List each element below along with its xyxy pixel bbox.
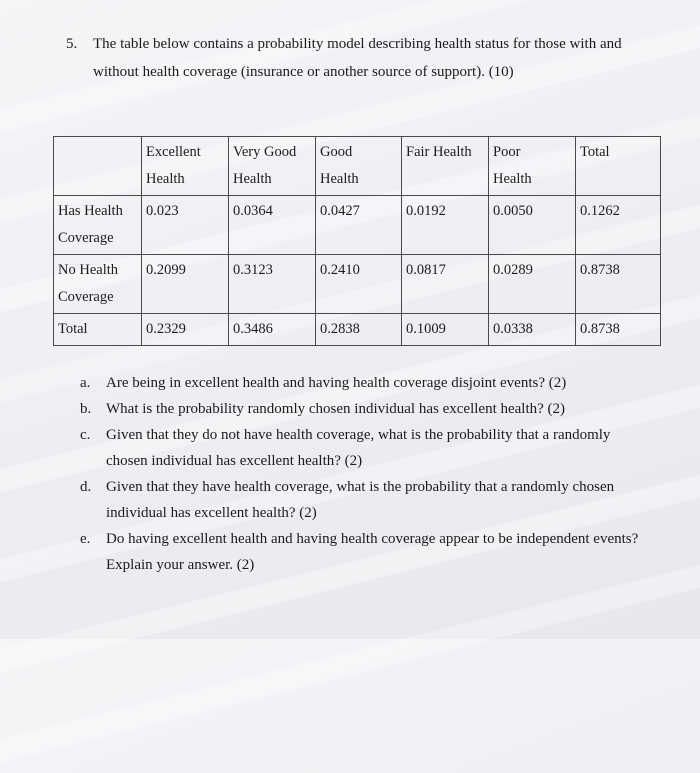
table-cell: 0.2329	[142, 314, 229, 346]
problem-line-2: without health coverage (insurance or another source of support). (10)	[93, 64, 514, 80]
table-cell: 0.2838	[316, 314, 402, 346]
question-c: c. Given that they do not have health coverage, what is the probability that a randomly chosen individual has excellent health? (2)	[80, 427, 611, 469]
header-cell: Fair Health	[402, 137, 489, 196]
question-list	[80, 370, 670, 578]
header-cell: Very Good Health	[229, 137, 316, 196]
table-row	[54, 314, 661, 346]
row-label: No Health Coverage	[54, 255, 142, 314]
problem-number: 5.	[66, 36, 78, 52]
table-cell: 0.2410	[316, 255, 402, 314]
header-cell: Total	[576, 137, 661, 196]
table-cell: 0.0427	[316, 196, 402, 255]
header-cell: Poor Health	[489, 137, 576, 196]
header-cell	[54, 137, 142, 196]
row-label: Total	[54, 314, 142, 346]
table-cell: 0.0338	[489, 314, 576, 346]
table-cell: 0.0817	[402, 255, 489, 314]
row-label: Has Health Coverage	[54, 196, 142, 255]
table-header-row	[54, 137, 661, 196]
header-cell: Excellent Health	[142, 137, 229, 196]
header-cell: Good Health	[316, 137, 402, 196]
table-cell: 0.0364	[229, 196, 316, 255]
table-cell: 0.1009	[402, 314, 489, 346]
table-cell: 0.3123	[229, 255, 316, 314]
table-cell: 0.023	[142, 196, 229, 255]
table-cell: 0.3486	[229, 314, 316, 346]
table-row	[54, 196, 661, 255]
table-cell: 0.1262	[576, 196, 661, 255]
question-e: e. Do having excellent health and having health coverage appear to be independent events? Explain your answer. (2)	[80, 531, 639, 573]
table-cell: 0.0050	[489, 196, 576, 255]
table-cell: 0.2099	[142, 255, 229, 314]
problem-line-1: The table below contains a probability model describing health status for those with and	[93, 36, 622, 52]
table-row	[54, 255, 661, 314]
table-cell: 0.0289	[489, 255, 576, 314]
question-b: b. What is the probability randomly chosen individual has excellent health? (2)	[80, 401, 566, 417]
table-cell: 0.8738	[576, 255, 661, 314]
problem-statement	[66, 30, 666, 86]
question-a: a. Are being in excellent health and having health coverage disjoint events? (2)	[80, 375, 567, 391]
table-cell: 0.0192	[402, 196, 489, 255]
question-d: d. Given that they have health coverage, what is the probability that a randomly chosen individual has excellent health? (2)	[80, 479, 615, 521]
probability-table	[53, 136, 661, 346]
table-cell: 0.8738	[576, 314, 661, 346]
